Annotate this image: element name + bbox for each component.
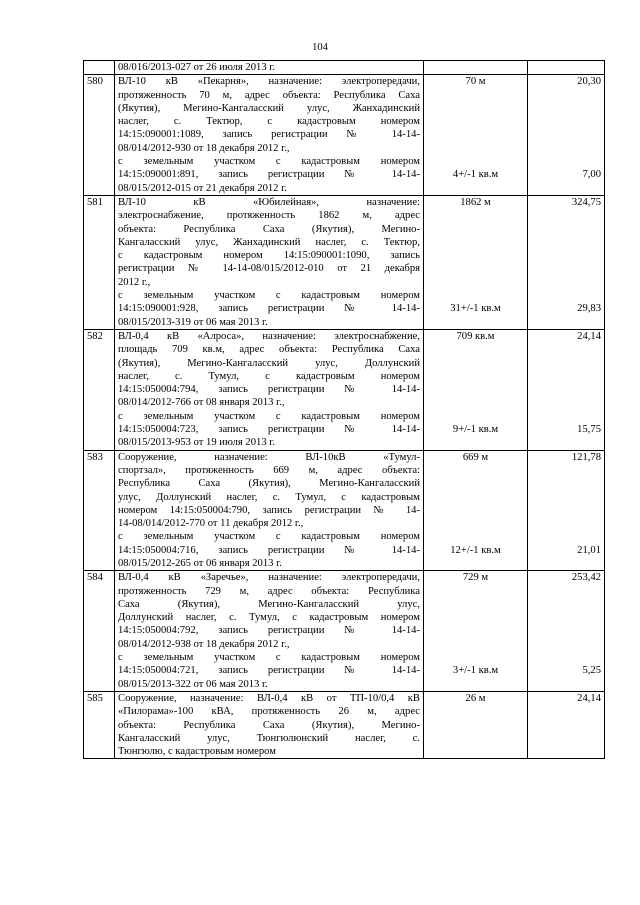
row-value-cell bbox=[528, 450, 605, 571]
description-line: Сооружение, назначение: ВЛ-0,4 кВ от ТП-10/0,4 кВ bbox=[118, 692, 420, 704]
description-line: улус, Доллунский наслег, с. Тумул, с кадастровым bbox=[118, 491, 420, 503]
land-value: 21,01 bbox=[577, 544, 601, 556]
description-line: Кангаласский улус, Тюнгюлюнский наслег, с. bbox=[118, 732, 420, 744]
description-line: 14-08/014/2012-770 от 11 декабря 2012 г., bbox=[118, 518, 304, 530]
description-line: объекта: Республика Саха (Якутия), Мегино- bbox=[118, 719, 420, 731]
object-value: 253,42 bbox=[571, 572, 601, 584]
land-quantity: 9+/-1 кв.м bbox=[452, 424, 499, 436]
description-line: площадь 709 кв.м, адрес объекта: Республика Саха bbox=[118, 344, 420, 356]
land-plot-line: 14:15:090001:891, запись регистрации № 14-14- bbox=[118, 169, 420, 181]
land-plot-line: 14:15:090001:928, запись регистрации № 14-14- bbox=[118, 303, 420, 315]
land-plot-line: с земельным участком с кадастровым номером bbox=[118, 652, 420, 664]
object-quantity: 669 м bbox=[462, 451, 489, 463]
row-value-cell bbox=[528, 571, 605, 692]
description-line: протяженность 729 м, адрес объекта: Республика bbox=[118, 585, 420, 597]
row-value-cell bbox=[528, 61, 605, 75]
row-description-cell bbox=[115, 61, 424, 75]
land-plot-line: 14:15:050004:723, запись регистрации № 14-14- bbox=[118, 424, 420, 436]
description-line: Кангаласский улус, Жанхадинский наслег, с. Тектюр, bbox=[118, 236, 420, 248]
table-row bbox=[84, 75, 605, 196]
row-description-cell bbox=[115, 571, 424, 692]
description-line: Республика Саха (Якутия), Мегино-Кангаласский bbox=[118, 478, 420, 490]
land-plot-line: 08/015/2013-319 от 06 мая 2013 г. bbox=[118, 316, 268, 328]
spacer bbox=[531, 343, 601, 410]
land-plot-line: 08/015/2013-953 от 19 июля 2013 г. bbox=[118, 437, 276, 449]
object-value: 24,14 bbox=[577, 330, 601, 342]
page-number: 104 bbox=[312, 42, 328, 53]
description-line: 14:15:090001:1089, запись регистрации № 14-14- bbox=[118, 129, 420, 141]
description-line: (Якутия), Мегино-Кангаласский улус, Доллунский bbox=[118, 357, 420, 369]
spacer bbox=[531, 464, 601, 531]
table-row bbox=[84, 450, 605, 571]
row-value-cell bbox=[528, 75, 605, 196]
description-line: «Пилорама»-100 кВА, протяженность 26 м, адрес bbox=[118, 706, 420, 718]
description-line: 14:15:050004:794, запись регистрации № 14-14- bbox=[118, 384, 420, 396]
row-quantity-cell bbox=[424, 450, 528, 571]
land-plot-line: 14:15:050004:721, запись регистрации № 14-14- bbox=[118, 665, 420, 677]
land-plot-line: с земельным участком с кадастровым номером bbox=[118, 410, 420, 422]
row-number-cell: 585 bbox=[84, 691, 115, 758]
description-line: (Якутия), Мегино-Кангаласский улус, Жанхадинский bbox=[118, 102, 420, 114]
description-line: ВЛ-10 кВ «Юбилейная», назначение: bbox=[118, 196, 420, 208]
land-quantity: 31+/-1 кв.м bbox=[450, 303, 501, 315]
spacer bbox=[427, 464, 524, 531]
object-quantity: 26 м bbox=[465, 692, 486, 704]
land-quantity: 3+/-1 кв.м bbox=[452, 665, 499, 677]
description-line: с кадастровым номером 14:15:090001:1090, запись bbox=[118, 250, 420, 262]
description-line: 08/016/2013-027 от 26 июля 2013 г. bbox=[118, 62, 276, 73]
object-value: 20,30 bbox=[577, 76, 601, 88]
land-plot-line: 08/015/2012-265 от 06 января 2013 г. bbox=[118, 557, 282, 569]
registry-table bbox=[83, 60, 605, 759]
description-line: 08/014/2012-938 от 18 декабря 2012 г., bbox=[118, 638, 290, 650]
description-line: ВЛ-0,4 кВ «Заречье», назначение: электропередачи, bbox=[118, 572, 420, 584]
land-value: 29,83 bbox=[577, 303, 601, 315]
description-line: 14:15:050004:792, запись регистрации № 14-14- bbox=[118, 625, 420, 637]
object-value: 324,75 bbox=[571, 196, 601, 208]
description-line: протяженность 70 м, адрес объекта: Республика Саха bbox=[118, 89, 420, 101]
object-quantity: 729 м bbox=[462, 572, 489, 584]
spacer bbox=[531, 585, 601, 652]
row-description-cell bbox=[115, 450, 424, 571]
table-row-continuation bbox=[84, 61, 605, 75]
description-line: ВЛ-10 кВ «Пекарня», назначение: электропередачи, bbox=[118, 76, 420, 88]
row-value-cell bbox=[528, 195, 605, 329]
description-line: Доллунский наслег, с. Тумул, с кадастровым номером bbox=[118, 612, 420, 624]
description-line: электроснабжение, протяженность 1862 м, адрес bbox=[118, 210, 420, 222]
description-line: 08/014/2012-930 от 18 декабря 2012 г., bbox=[118, 142, 290, 154]
row-number-cell: 581 bbox=[84, 195, 115, 329]
description-line: объекта: Республика Саха (Якутия), Мегино- bbox=[118, 223, 420, 235]
description-line: регистрации № 14-14-08/015/2012-010 от 21 декабря bbox=[118, 263, 420, 275]
table-row bbox=[84, 195, 605, 329]
land-quantity: 12+/-1 кв.м bbox=[450, 544, 501, 556]
description-line: наслег, с. Тумул, с кадастровым номером bbox=[118, 370, 420, 382]
row-number-cell bbox=[84, 61, 115, 75]
land-plot-line: 14:15:050004:716, запись регистрации № 14-14- bbox=[118, 544, 420, 556]
row-number-cell: 580 bbox=[84, 75, 115, 196]
object-quantity: 709 кв.м bbox=[456, 330, 495, 342]
row-quantity-cell bbox=[424, 691, 528, 758]
object-value: 24,14 bbox=[577, 692, 601, 704]
description-line: 2012 г., bbox=[118, 276, 151, 288]
row-description-cell bbox=[115, 329, 424, 450]
object-value: 121,78 bbox=[571, 451, 601, 463]
description-line: спортзал», протяженность 669 м, адрес объекта: bbox=[118, 464, 420, 476]
row-quantity-cell bbox=[424, 195, 528, 329]
row-value-cell bbox=[528, 329, 605, 450]
spacer bbox=[531, 89, 601, 156]
spacer bbox=[427, 585, 524, 652]
description-line: 08/014/2012-766 от 08 января 2013 г., bbox=[118, 397, 285, 409]
land-plot-line: с земельным участком с кадастровым номером bbox=[118, 531, 420, 543]
spacer bbox=[427, 209, 524, 289]
land-value: 7,00 bbox=[582, 169, 601, 181]
spacer bbox=[427, 343, 524, 410]
table-row bbox=[84, 329, 605, 450]
table-row bbox=[84, 691, 605, 758]
object-quantity: 1862 м bbox=[460, 196, 491, 208]
description-line: Сооружение, назначение: ВЛ-10кВ «Тумул- bbox=[118, 451, 420, 463]
description-line: Тюнгюлю, с кадастровым номером bbox=[118, 746, 276, 758]
row-value-cell bbox=[528, 691, 605, 758]
object-quantity: 70 м bbox=[465, 76, 486, 88]
row-number-cell: 582 bbox=[84, 329, 115, 450]
description-line: номером 14:15:050004:790, запись регистрации № 14- bbox=[118, 504, 420, 516]
land-plot-line: с земельным участком с кадастровым номером bbox=[118, 156, 420, 168]
row-quantity-cell bbox=[424, 571, 528, 692]
land-quantity: 4+/-1 кв.м bbox=[452, 169, 499, 181]
spacer bbox=[427, 89, 524, 156]
description-line: наслег, с. Тектюр, с кадастровым номером bbox=[118, 116, 420, 128]
row-quantity-cell bbox=[424, 75, 528, 196]
row-description-cell bbox=[115, 195, 424, 329]
row-number-cell: 583 bbox=[84, 450, 115, 571]
row-description-cell bbox=[115, 75, 424, 196]
land-plot-line: с земельным участком с кадастровым номером bbox=[118, 290, 420, 302]
row-quantity-cell bbox=[424, 61, 528, 75]
land-plot-line: 08/015/2013-322 от 06 мая 2013 г. bbox=[118, 678, 268, 690]
row-number-cell: 584 bbox=[84, 571, 115, 692]
land-value: 15,75 bbox=[577, 424, 601, 436]
spacer bbox=[531, 209, 601, 289]
land-value: 5,25 bbox=[582, 665, 601, 677]
land-plot-line: 08/015/2012-015 от 21 декабря 2012 г. bbox=[118, 182, 287, 194]
table-row bbox=[84, 571, 605, 692]
row-quantity-cell bbox=[424, 329, 528, 450]
description-line: ВЛ-0,4 кВ «Алроса», назначение: электроснабжение, bbox=[118, 330, 420, 342]
row-description-cell bbox=[115, 691, 424, 758]
description-line: Саха (Якутия), Мегино-Кангаласский улус, bbox=[118, 598, 420, 610]
